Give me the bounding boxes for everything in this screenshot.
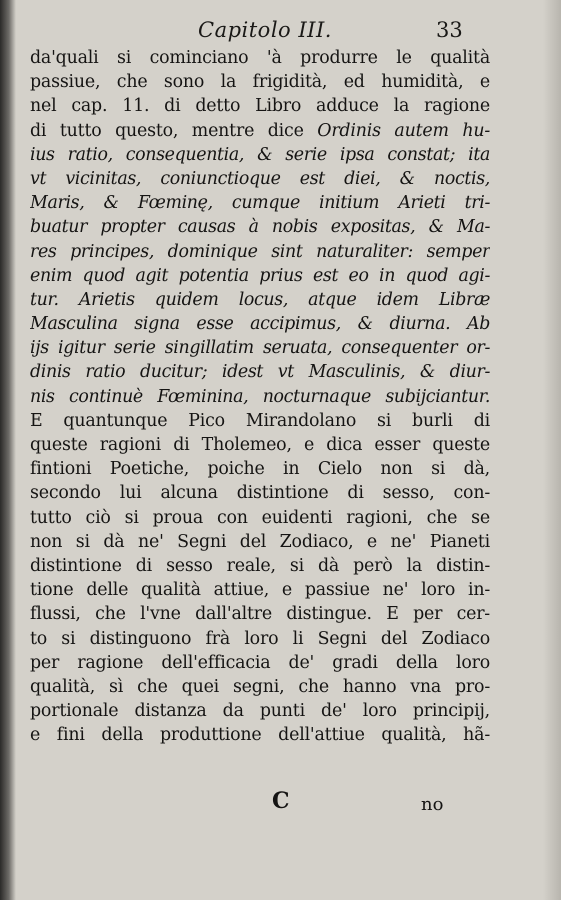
text-line: Maris, & Fœminę, cumque initium Arieti tri- — [30, 193, 490, 214]
body-text — [30, 46, 490, 747]
text-line: ijs igitur serie singillatim seruata, consequenter or- — [30, 338, 490, 359]
signature-mark: C — [272, 788, 290, 814]
text-line: passiue, che sono la frigidità, ed humidità, e — [30, 72, 490, 93]
text-line: da'quali si cominciano 'à produrre le qualità — [30, 48, 490, 68]
page-footer — [0, 788, 561, 822]
text-line: E quantunque Pico Mirandolano si burli di — [30, 410, 490, 431]
page-number: 33 — [436, 18, 463, 42]
running-head: Capitolo III. — [198, 18, 332, 42]
text-line-roman: di tutto questo, mentre dice — [30, 120, 318, 141]
page-header — [0, 18, 561, 48]
text-line: nel cap. 11. di detto Libro adduce la ragione — [30, 96, 490, 117]
text-line: enim quod agit potentia prius est eo in quod agi- — [30, 265, 490, 286]
text-line: secondo lui alcuna distintione di sesso, con- — [30, 483, 490, 504]
text-line: buatur propter causas à nobis expositas, & Ma- — [30, 217, 490, 238]
text-line: e fini della produttione dell'attiue qualità, hã- — [30, 725, 490, 746]
text-line: to si distinguono frà loro li Segni del Zodiaco — [30, 628, 490, 649]
text-line: qualità, sì che quei segni, che hanno vna pro- — [30, 676, 490, 697]
text-line — [30, 119, 490, 143]
text-line: flussi, che l'vne dall'altre distingue. E per cer- — [30, 604, 490, 625]
text-line: nis continuè Fœminina, nocturnaque subijciantur. — [30, 386, 490, 407]
text-line: tur. Arietis quidem locus, atque idem Libræ — [30, 289, 490, 310]
text-line: queste ragioni di Tholemeo, e dica esser queste — [30, 435, 490, 455]
text-line: distintione di sesso reale, si dà però la distin- — [30, 555, 490, 576]
text-line: portionale distanza da punti de' loro principij, — [30, 701, 490, 722]
catchword: no — [421, 794, 444, 815]
text-line-italic: Ordinis autem hu- — [317, 120, 490, 141]
text-line: dinis ratio ducitur; idest vt Masculinis, & diur- — [30, 362, 490, 383]
text-line: vt vicinitas, coniunctioque est diei, & noctis, — [30, 168, 490, 189]
text-line: tione delle qualità attiue, e passiue ne' loro in- — [30, 580, 490, 601]
text-line: per ragione dell'efficacia de' gradi della loro — [30, 652, 490, 673]
text-line: tutto ciò si proua con euidenti ragioni, che se — [30, 507, 490, 528]
text-line: fintioni Poetiche, poiche in Cielo non si dà, — [30, 459, 490, 480]
text-line: res principes, dominique sint naturaliter: semper — [30, 241, 490, 262]
text-line: ius ratio, consequentia, & serie ipsa constat; ita — [30, 144, 490, 165]
text-line: non si dà ne' Segni del Zodiaco, e ne' Pianeti — [30, 531, 490, 552]
text-line: Masculina signa esse accipimus, & diurna. Ab — [30, 314, 490, 335]
